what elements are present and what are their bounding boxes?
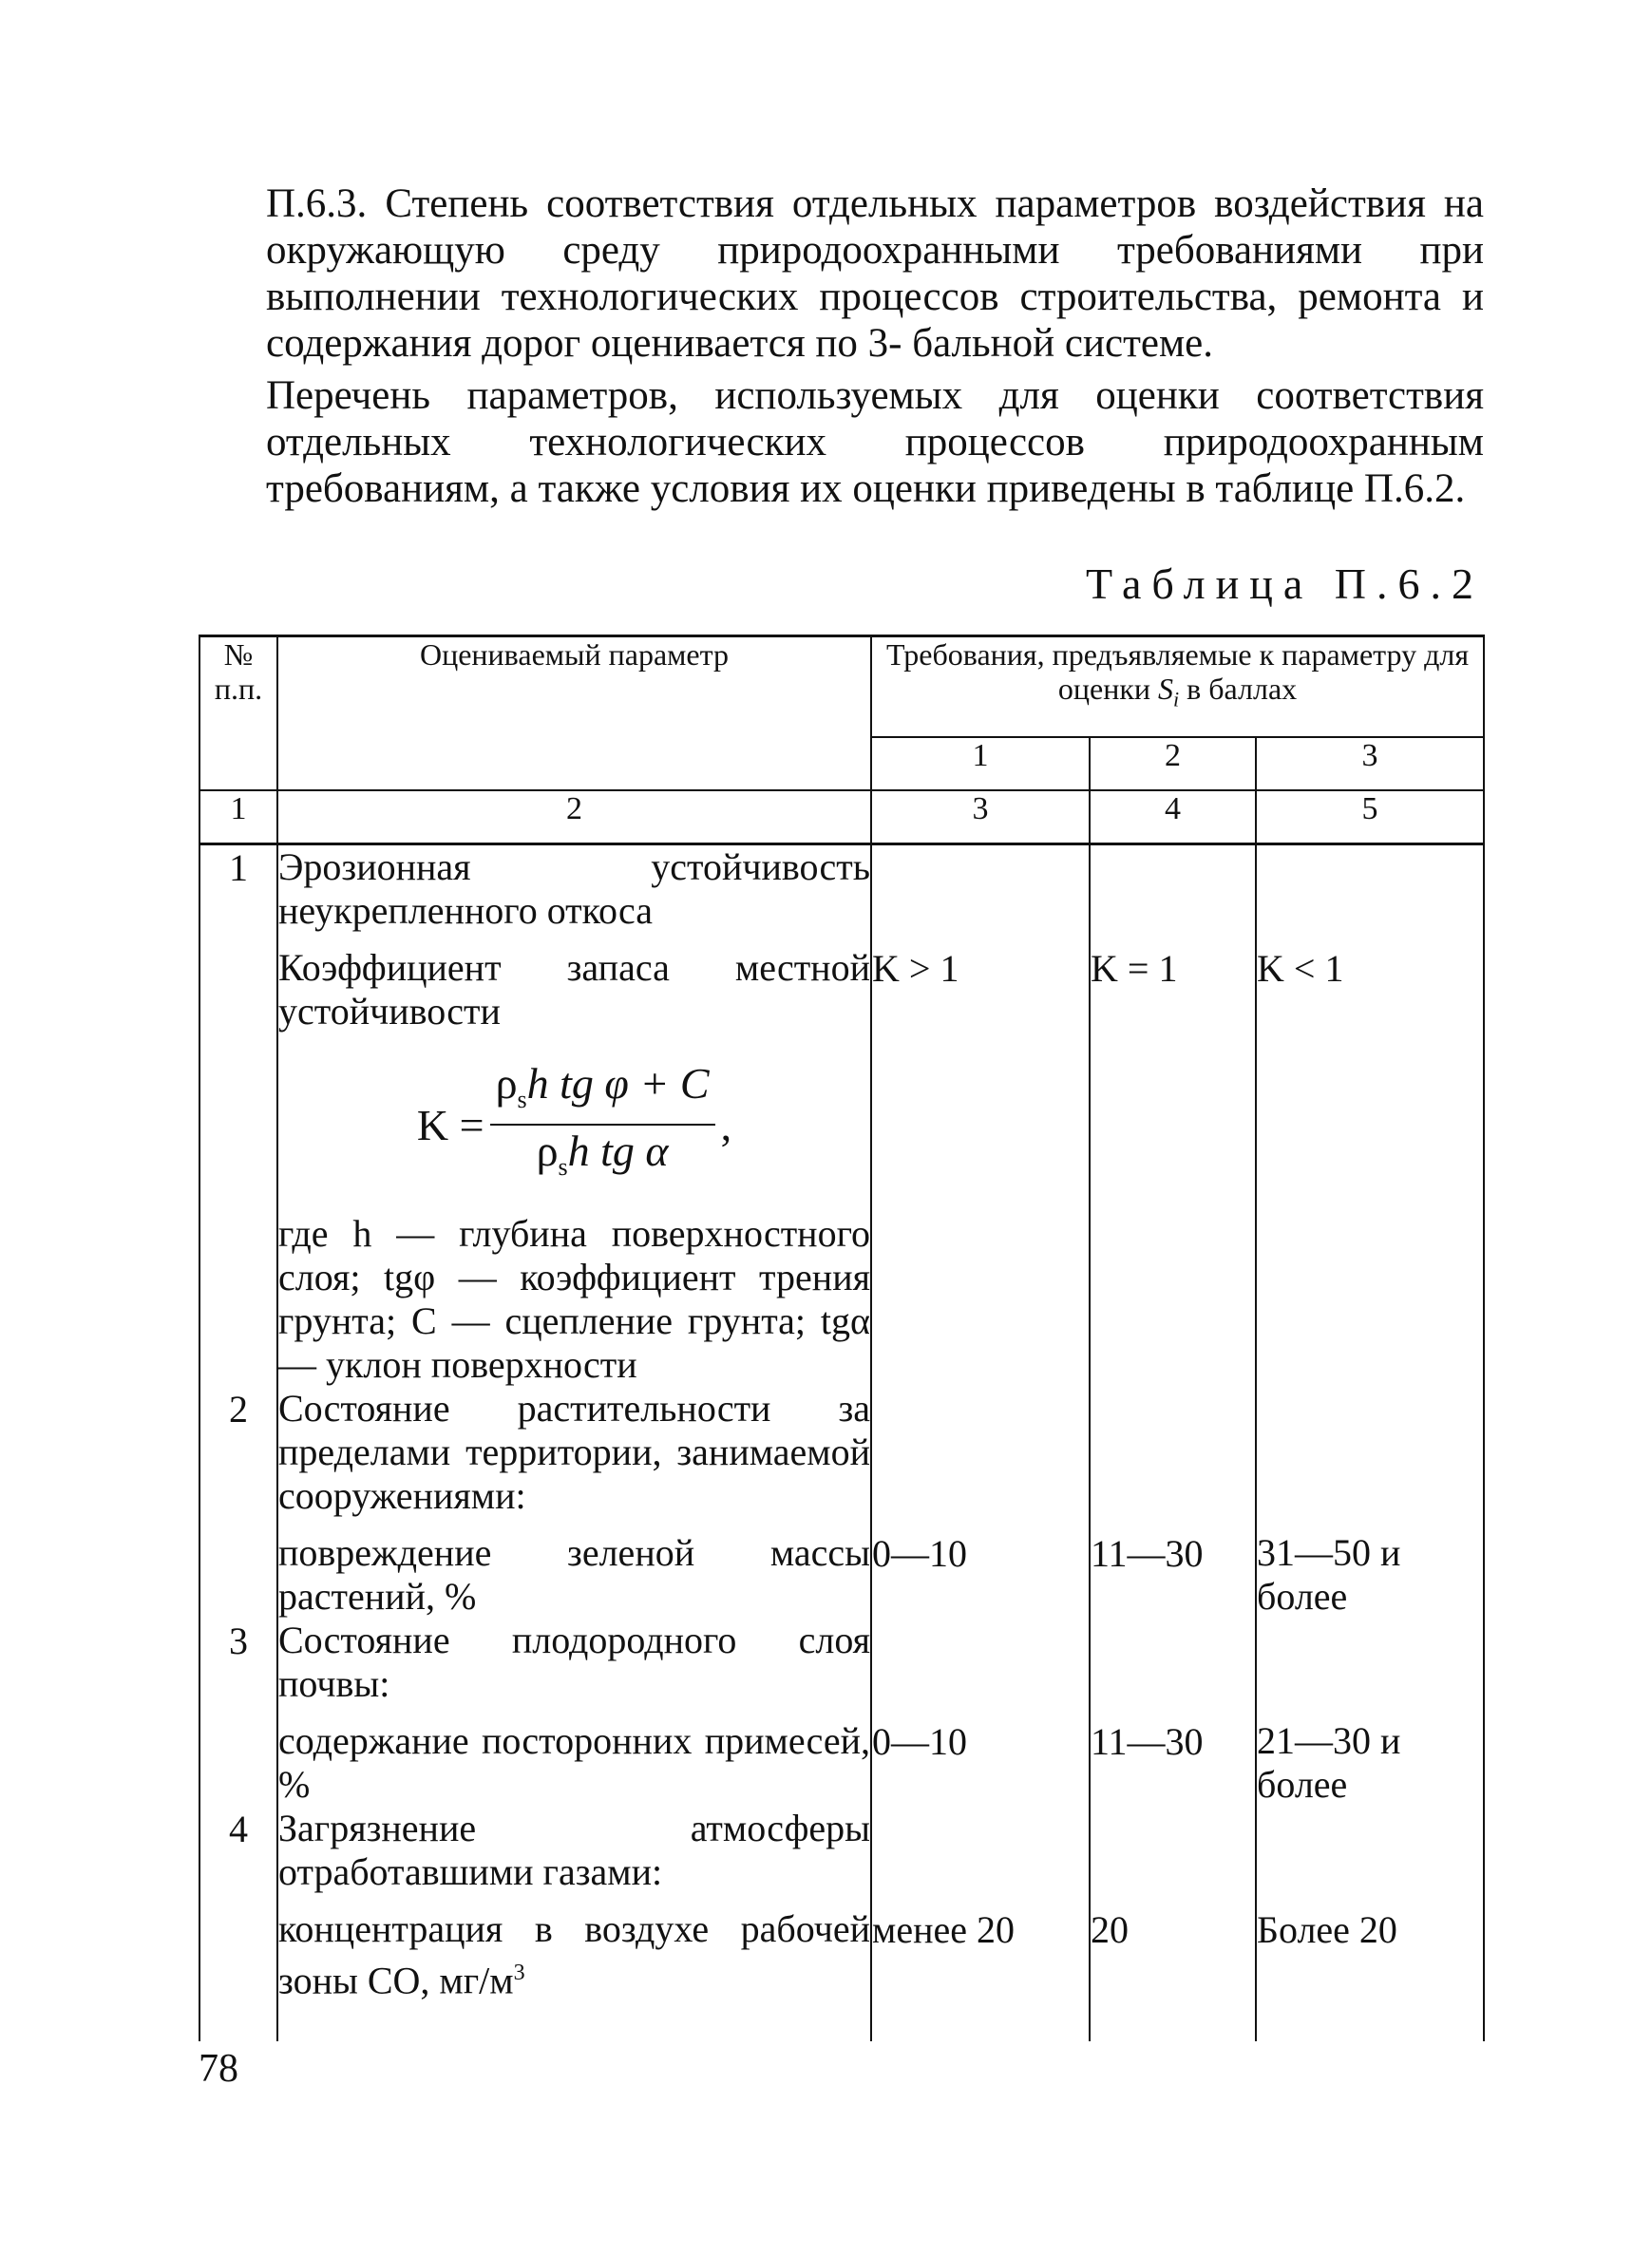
row-2-num: 2 — [199, 1387, 277, 1518]
header-req-sub: i — [1173, 687, 1180, 711]
header-req-suffix: в баллах — [1179, 672, 1298, 706]
row-1-sub: Коэффициент запаса местной устойчивости — [278, 946, 870, 1033]
header-num: № п.п. — [199, 636, 277, 791]
formula-denominator — [537, 1126, 669, 1189]
num-rho: ρ — [495, 1059, 518, 1108]
row-4-v1: менее 20 — [871, 1894, 1090, 2002]
colnum-1: 1 — [199, 790, 277, 844]
formula-comma: , — [720, 1101, 732, 1150]
row-3-num: 3 — [199, 1619, 277, 1706]
row-1-v2: K = 1 — [1090, 933, 1256, 1387]
table-caption: Таблица П.6.2 — [1086, 559, 1484, 608]
row-1-param — [277, 933, 871, 1387]
row-4-title: Загрязнение атмосферы отработавшими газами: — [278, 1807, 870, 1894]
den-rho: ρ — [536, 1127, 559, 1176]
column-number-row — [199, 790, 1484, 844]
intro-text — [266, 180, 1484, 512]
row-3-v2: 11—30 — [1090, 1706, 1256, 1807]
colnum-3: 3 — [871, 790, 1090, 844]
table-row-2-title — [199, 1387, 1484, 1518]
row-1-num: 1 — [199, 844, 277, 934]
row-2-title: Состояние растительности за пределами территории, занимаемой сооружениями: — [278, 1387, 870, 1518]
row-2-v1: 0—10 — [871, 1518, 1090, 1619]
intro-paragraph-1: П.6.3. Степень соответствия отдельных параметров воздействия на окружающую среду природоохранными требованиями при выполнении технологических процессов строительства, ремонта и содержания дорог оценивается по 3- бальной системе. — [266, 181, 1484, 366]
table-row-3-values — [199, 1706, 1484, 1807]
header-req-var: S — [1158, 672, 1173, 706]
table-tail-row — [199, 2003, 1484, 2041]
score-3: 3 — [1256, 737, 1484, 790]
table-row-4-title — [199, 1807, 1484, 1894]
row-3-sub: содержание посторонних примесей, % — [277, 1706, 871, 1807]
stability-formula — [278, 1059, 870, 1189]
page-number: 78 — [199, 2047, 238, 2091]
row-4-sub-text: концентрация в воздухе рабочей зоны СО, мг/м — [278, 1907, 870, 2002]
row-3-v3: 21—30 и более — [1256, 1706, 1484, 1807]
formula-fraction — [490, 1059, 715, 1189]
intro-paragraph-2: Перечень параметров, используемых для оценки соответствия отдельных технологических процессов природоохранным требованиям, а также условия их оценки приведены в таблице П.6.2. — [266, 373, 1484, 511]
row-4-num: 4 — [199, 1807, 277, 1894]
colnum-4: 4 — [1090, 790, 1256, 844]
score-2: 2 — [1090, 737, 1256, 790]
row-4-sub-sup: 3 — [513, 1961, 525, 1986]
row-1-title: Эрозионная устойчивость неукрепленного откоса — [278, 845, 870, 932]
table-row-1-values — [199, 933, 1484, 1387]
header-requirements — [871, 636, 1484, 738]
table-row-4-values — [199, 1894, 1484, 2002]
row-2-sub: повреждение зеленой массы растений, % — [277, 1518, 871, 1619]
table-row-3-title — [199, 1619, 1484, 1706]
row-2-v2: 11—30 — [1090, 1518, 1256, 1619]
formula-numerator — [490, 1059, 715, 1126]
row-1-v1: K > 1 — [871, 933, 1090, 1387]
row-4-v2: 20 — [1090, 1894, 1256, 2002]
table-row-2-values — [199, 1518, 1484, 1619]
num-rest: h tg φ + C — [526, 1059, 710, 1108]
row-3-title: Состояние плодородного слоя почвы: — [278, 1619, 870, 1706]
colnum-2: 2 — [277, 790, 871, 844]
den-rest: h tg α — [567, 1127, 669, 1176]
formula-lhs: K = — [416, 1101, 484, 1150]
row-1-where: где h — глубина поверхностного слоя; tgφ — коэффициент трения грунта; C — сцепление грунта; tgα — уклон поверхности — [278, 1212, 870, 1387]
table-row-1-title — [199, 844, 1484, 934]
num-rho-sub: s — [517, 1086, 527, 1114]
score-1: 1 — [871, 737, 1090, 790]
requirements-table — [199, 635, 1485, 2041]
row-1-v3: K < 1 — [1256, 933, 1484, 1387]
row-4-v3: Более 20 — [1256, 1894, 1484, 2002]
header-req-prefix: Требования, предъявляемые к параметру для оценки — [885, 637, 1470, 706]
den-rho-sub: s — [558, 1153, 568, 1182]
row-4-sub — [277, 1894, 871, 2002]
colnum-5: 5 — [1256, 790, 1484, 844]
header-param: Оцениваемый параметр — [277, 636, 871, 791]
row-3-v1: 0—10 — [871, 1706, 1090, 1807]
table-header-row — [199, 636, 1484, 738]
row-2-v3: 31—50 и более — [1256, 1518, 1484, 1619]
